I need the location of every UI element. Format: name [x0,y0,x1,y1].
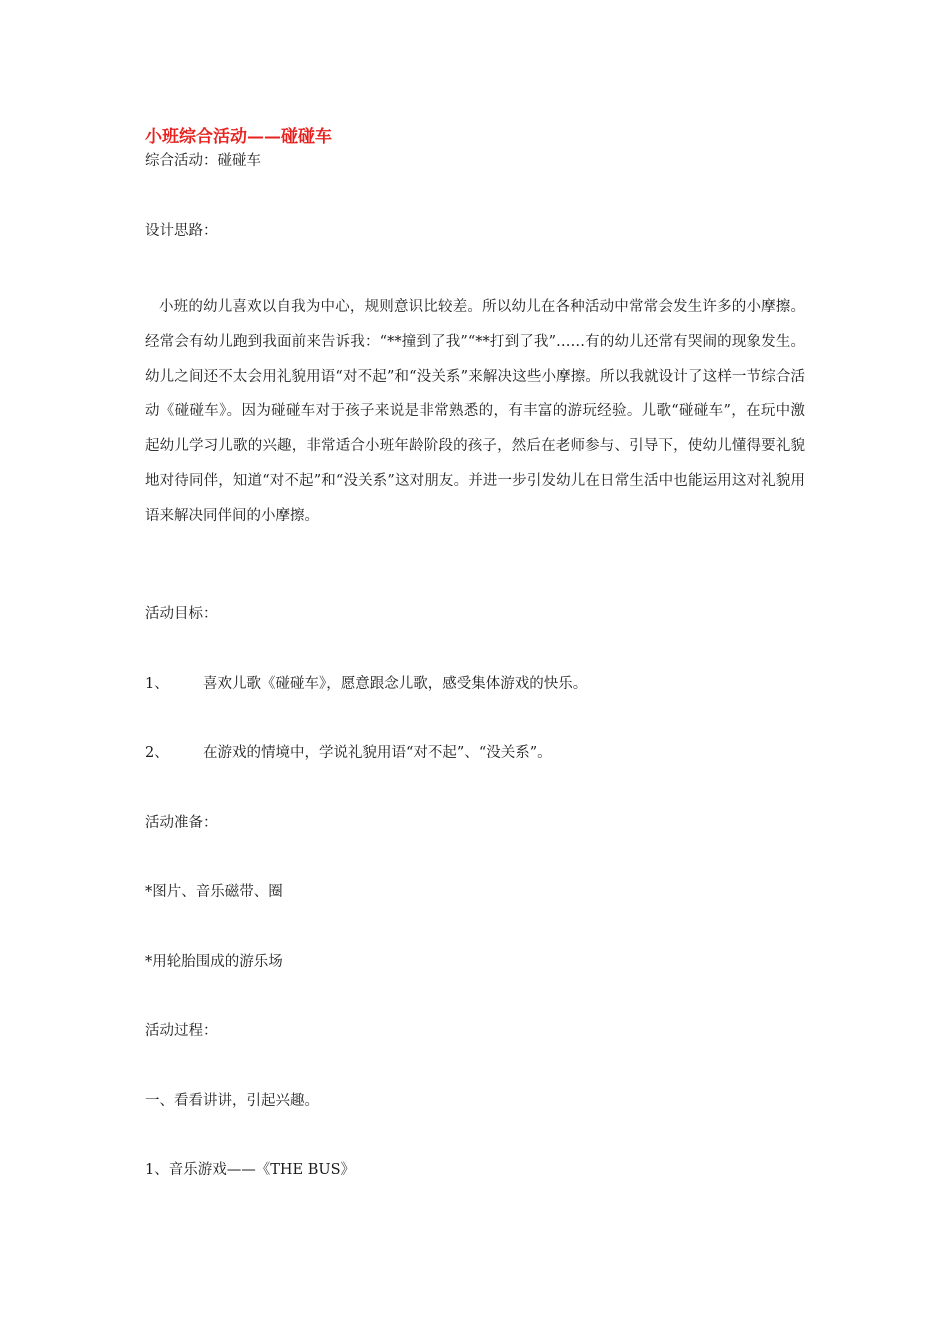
goal-text: 在游戏的情境中，学说礼貌用语“对不起”、“没关系”。 [203,745,552,761]
goal-item-1 [145,674,587,694]
design-paragraph: 小班的幼儿喜欢以自我为中心，规则意识比较差。所以幼儿在各种活动中常常会发生许多的小摩擦。经常会有幼儿跑到我面前来告诉我：“**撞到了我”“**打到了我”……有的幼儿还常有哭闹的现象发生。幼儿之间还不太会用礼貌用语“对不起”和“没关系”来解决这些小摩擦。所以我就设计了这样一节综合活动《碰碰车》。因为碰碰车对于孩子来说是非常熟悉的，有丰富的游玩经验。儿歌“碰碰车”，在玩中激起幼儿学习儿歌的兴趣，非常适合小班年龄阶段的孩子，然后在老师参与、引导下，使幼儿懂得要礼貌地对待同伴，知道“对不起”和“没关系”这对朋友。并进一步引发幼儿在日常生活中也能运用这对礼貌用语来解决同伴间的小摩擦。 [145,299,805,524]
goal-text: 喜欢儿歌《碰碰车》，愿意跟念儿歌，感受集体游戏的快乐。 [203,676,588,692]
prep-item-2: *用轮胎围成的游乐场 [145,954,283,970]
document-title: 小班综合活动——碰碰车 [145,127,332,147]
goal-number: 1、 [145,676,169,692]
prep-heading: 活动准备： [145,815,218,831]
prep-item-1: *图片、音乐磁带、圈 [145,884,283,900]
process-heading: 活动过程： [145,1023,218,1039]
goals-heading: 活动目标： [145,606,218,622]
goal-item-2 [145,743,552,763]
design-heading: 设计思路： [145,223,218,239]
process-step-1: 一、看看讲讲，引起兴趣。 [145,1093,319,1109]
document-subtitle: 综合活动：碰碰车 [145,153,261,169]
goal-number: 2、 [145,745,169,761]
process-substep-1: 1、音乐游戏——《THE BUS》 [145,1162,356,1178]
